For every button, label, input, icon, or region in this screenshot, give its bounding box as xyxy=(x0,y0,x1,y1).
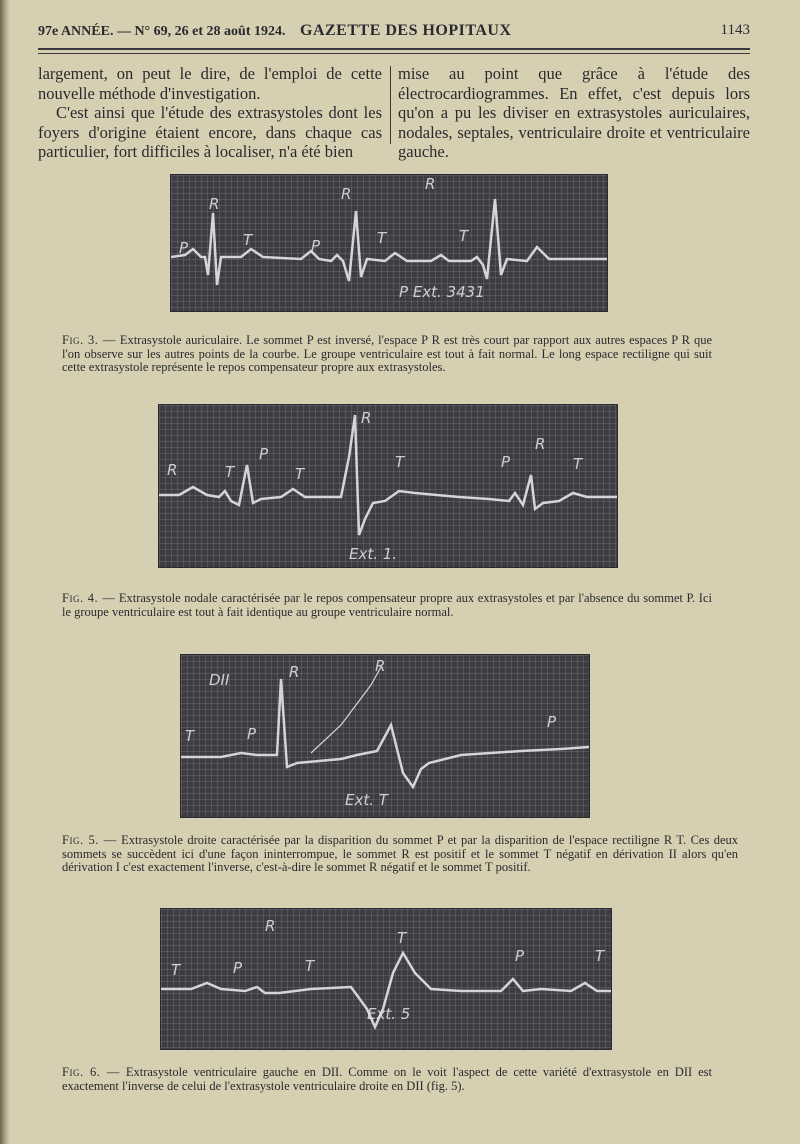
text-column-left xyxy=(38,64,382,162)
figure-6-caption xyxy=(62,1066,712,1093)
figure-4-caption xyxy=(62,592,712,619)
ecg-label: T xyxy=(243,231,253,249)
ecg-figure-3 xyxy=(170,174,608,312)
ecg-label: Ext. T xyxy=(345,791,388,809)
caption-text: Extrasystole nodale caractérisée par le repos compensateur propre aux extrasystoles et par l'absence du sommet P. Ici le groupe ventriculaire est tout à fait identique au groupe ventriculaire normal. xyxy=(62,591,712,619)
ecg-trace xyxy=(171,175,607,311)
ecg-label: R xyxy=(425,175,436,193)
ecg-label: DII xyxy=(209,671,230,689)
ecg-label: R xyxy=(209,195,220,213)
ecg-label: Ext. 5 xyxy=(367,1005,411,1023)
page-header xyxy=(38,22,750,44)
journal-title: GAZETTE DES HOPITAUX xyxy=(300,22,512,39)
ecg-label: T xyxy=(377,229,387,247)
ecg-figure-4 xyxy=(158,404,618,568)
ecg-label: T xyxy=(185,727,195,745)
text-column-right xyxy=(398,64,750,162)
issue-info: 97e ANNÉE. — N° 69, 26 et 28 août 1924. xyxy=(38,24,286,39)
column-divider xyxy=(390,66,391,144)
ecg-label: R xyxy=(535,435,546,453)
ecg-label: T xyxy=(573,455,583,473)
ecg-label: T xyxy=(395,453,405,471)
page-number: 1143 xyxy=(720,22,750,38)
ecg-figure-5 xyxy=(180,654,590,818)
paragraph: C'est ainsi que l'étude des extrasystoles dont les foyers d'origine étaient encore, dans chaque cas particulier, fort difficiles à localiser, n'a été bien xyxy=(38,103,382,161)
ecg-label: T xyxy=(397,929,407,947)
paragraph: mise au point que grâce à l'étude des électrocardiogrammes. En effet, c'est depuis lors qu'on a pu les diviser en extrasystoles auriculaires, nodales, septales, ventriculaire droite et ventriculaire gauche. xyxy=(398,64,750,161)
caption-text: Extrasystole auriculaire. Le sommet P est inversé, l'espace P R est très court par rapport aux autres espaces P R que l'on observe sur les autres points de la courbe. Le groupe ventriculaire est tout à fait normal. Le long espace rectiligne qui suit cette extrasystole représente le repos compensateur propre aux extrasystoles. xyxy=(62,333,713,374)
page-edge xyxy=(0,0,10,1144)
ecg-label: T xyxy=(595,947,605,965)
ecg-label: P xyxy=(547,713,557,731)
ecg-label: P Ext. 3431 xyxy=(399,283,485,301)
ecg-label: R xyxy=(341,185,352,203)
paragraph: largement, on peut le dire, de l'emploi de cette nouvelle méthode d'investigation. xyxy=(38,64,382,103)
caption-text: Extrasystole ventriculaire gauche en DII. Comme on le voit l'aspect de cette variété d'extrasystole en DII est exactement l'inverse de celui de l'extrasystole ventriculaire droite en DII (fig. 5). xyxy=(62,1065,712,1093)
figure-number: Fig. 5. — xyxy=(62,833,117,847)
ecg-trace xyxy=(159,405,617,567)
ecg-label: R xyxy=(167,461,178,479)
ecg-label: T xyxy=(295,465,305,483)
ecg-label: P xyxy=(259,445,269,463)
ecg-label: T xyxy=(305,957,315,975)
ecg-label: R xyxy=(361,409,372,427)
caption-text: Extrasystole droite caractérisée par la disparition du sommet P et par la disparition de l'espace rectiligne R T. Ces deux sommets se succèdent ici d'une façon ininterrompue, le sommet R est positif et le sommet T négatif en dérivation II alors qu'en dérivation I c'est exactement l'inverse, c'est-à-dire le sommet R négatif et le sommet T positif. xyxy=(62,833,739,874)
ecg-label: R xyxy=(375,657,386,675)
header-rule xyxy=(38,48,750,50)
figure-number: Fig. 3. — xyxy=(62,333,116,347)
ecg-label: R xyxy=(289,663,300,681)
figure-number: Fig. 4. — xyxy=(62,591,116,605)
ecg-trace xyxy=(161,909,611,1049)
figure-5-caption xyxy=(62,834,738,875)
ecg-figure-6 xyxy=(160,908,612,1050)
ecg-label: P xyxy=(501,453,511,471)
ecg-label: T xyxy=(225,463,235,481)
ecg-label: Ext. 1. xyxy=(349,545,398,563)
header-rule-thin xyxy=(38,53,750,54)
ecg-label: P xyxy=(179,239,189,257)
ecg-label: P xyxy=(311,237,321,255)
ecg-label: T xyxy=(171,961,181,979)
figure-number: Fig. 6. — xyxy=(62,1065,120,1079)
ecg-label: P xyxy=(247,725,257,743)
figure-3-caption xyxy=(62,334,712,375)
ecg-label: T xyxy=(459,227,469,245)
ecg-label: P xyxy=(515,947,525,965)
ecg-label: R xyxy=(265,917,276,935)
ecg-label: P xyxy=(233,959,243,977)
